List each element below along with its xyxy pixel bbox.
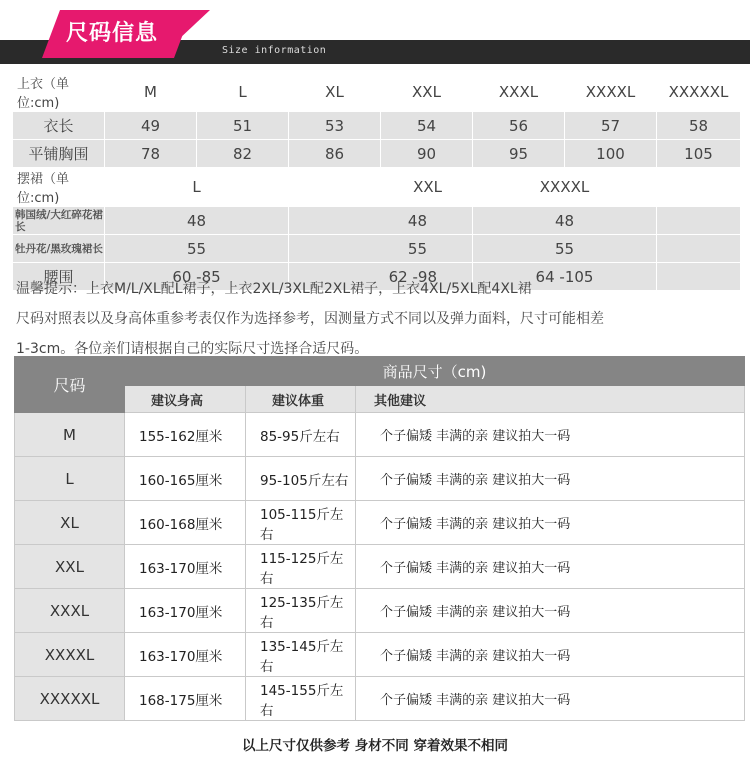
size-recommendation-table [14, 356, 745, 721]
note-line: 温馨提示：上衣M/L/XL配L裙子，上衣2XL/3XL配2XL裙子，上衣4XL/5XL配4XL裙 [16, 281, 532, 297]
table-cell: XXXXXL [657, 73, 741, 112]
table-row [15, 633, 745, 677]
height-cell: 168-175厘米 [125, 677, 246, 721]
table-cell: L [105, 168, 289, 207]
table-cell: 摆裙（单位:cm) [13, 168, 105, 207]
table-row [15, 545, 745, 589]
size-cell: M [15, 413, 125, 457]
note-line: 尺码对照表以及身高体重参考表仅作为选择参考，因测量方式不同以及弹力面料，尺寸可能相差 [16, 311, 604, 327]
column-header: 建议身高 [125, 386, 246, 413]
column-header: 其他建议 [356, 386, 745, 413]
table-subheader-row [15, 386, 745, 413]
weight-cell: 125-135斤左右 [246, 589, 356, 633]
size-cell: XXXL [15, 589, 125, 633]
advice-cell: 个子偏矮 丰满的亲 建议拍大一码 [356, 589, 745, 633]
table-row [15, 677, 745, 721]
height-cell: 163-170厘米 [125, 633, 246, 677]
size-notes [16, 274, 604, 364]
size-cell: L [15, 457, 125, 501]
table-cell: 衣长 [13, 112, 105, 140]
table-cell: 82 [197, 140, 289, 168]
table-cell: 105 [657, 140, 741, 168]
table-cell: 牡丹花/黑玫瑰裙长 [13, 235, 105, 263]
table-cell: 腰围 [13, 263, 105, 291]
table-cell: 78 [105, 140, 197, 168]
size-cell: XXXXXL [15, 677, 125, 721]
table-cell: 韩国绒/大红碎花裙长 [13, 207, 105, 235]
advice-cell: 个子偏矮 丰满的亲 建议拍大一码 [356, 545, 745, 589]
banner-title: 尺码信息 [66, 21, 159, 46]
table-cell: 62 -98 [289, 263, 473, 291]
table-cell: 55 [105, 235, 289, 263]
height-cell: 163-170厘米 [125, 545, 246, 589]
weight-cell: 95-105斤左右 [246, 457, 356, 501]
weight-cell: 85-95斤左右 [246, 413, 356, 457]
size-header: 尺码 [15, 357, 125, 413]
weight-cell: 145-155斤左右 [246, 677, 356, 721]
banner-subtitle: Size information [222, 45, 327, 56]
table-cell: L [197, 73, 289, 112]
garment-measure-table [12, 72, 741, 291]
banner-pink-accent [170, 10, 210, 40]
table-cell: XL [289, 73, 381, 112]
height-cell: 160-168厘米 [125, 501, 246, 545]
advice-cell: 个子偏矮 丰满的亲 建议拍大一码 [356, 633, 745, 677]
table-cell: 95 [473, 140, 565, 168]
table-cell [657, 207, 741, 235]
section-banner [0, 0, 750, 64]
table-cell: XXL [381, 73, 473, 112]
table-cell: 64 -105 [473, 263, 657, 291]
table-cell: XXL [289, 168, 473, 207]
table-cell: 55 [289, 235, 473, 263]
goods-header: 商品尺寸（cm) [125, 357, 745, 386]
size-cell: XL [15, 501, 125, 545]
table-cell: 86 [289, 140, 381, 168]
table-cell: 上衣（单位:cm) [13, 73, 105, 112]
table-cell: 49 [105, 112, 197, 140]
table-row [13, 207, 741, 235]
table-cell: 60 -85 [105, 263, 289, 291]
weight-cell: 115-125斤左右 [246, 545, 356, 589]
table-cell: 51 [197, 112, 289, 140]
table-row [13, 140, 741, 168]
weight-cell: 135-145斤左右 [246, 633, 356, 677]
advice-cell: 个子偏矮 丰满的亲 建议拍大一码 [356, 457, 745, 501]
skirt-header-row [13, 168, 741, 207]
table-cell: 57 [565, 112, 657, 140]
advice-cell: 个子偏矮 丰满的亲 建议拍大一码 [356, 677, 745, 721]
size-cell: XXXXL [15, 633, 125, 677]
height-cell: 155-162厘米 [125, 413, 246, 457]
footer-disclaimer: 以上尺寸仅供参考 身材不同 穿着效果不相同 [242, 738, 508, 754]
table-cell: 48 [473, 207, 657, 235]
table-cell: 58 [657, 112, 741, 140]
table-cell: 90 [381, 140, 473, 168]
table-row [13, 235, 741, 263]
table-cell [657, 168, 741, 207]
table-row [15, 457, 745, 501]
table-cell: 平铺胸围 [13, 140, 105, 168]
table-header-row [15, 357, 745, 386]
table-cell: XXXL [473, 73, 565, 112]
table-cell [657, 235, 741, 263]
note-line: 1-3cm。各位亲们请根据自己的实际尺寸选择合适尺码。 [16, 341, 369, 357]
table-cell: 48 [105, 207, 289, 235]
table-cell: 55 [473, 235, 657, 263]
size-cell: XXL [15, 545, 125, 589]
table-cell: 53 [289, 112, 381, 140]
table-row [15, 501, 745, 545]
weight-cell: 105-115斤左右 [246, 501, 356, 545]
table-row [15, 589, 745, 633]
advice-cell: 个子偏矮 丰满的亲 建议拍大一码 [356, 413, 745, 457]
table-row [13, 112, 741, 140]
advice-cell: 个子偏矮 丰满的亲 建议拍大一码 [356, 501, 745, 545]
table-cell: 56 [473, 112, 565, 140]
table-cell: XXXXL [473, 168, 657, 207]
column-header: 建议体重 [246, 386, 356, 413]
table-cell: 48 [289, 207, 473, 235]
top-header-row [13, 73, 741, 112]
table-cell: XXXXL [565, 73, 657, 112]
height-cell: 160-165厘米 [125, 457, 246, 501]
table-row [15, 413, 745, 457]
table-cell: M [105, 73, 197, 112]
table-cell: 54 [381, 112, 473, 140]
height-cell: 163-170厘米 [125, 589, 246, 633]
table-cell [657, 263, 741, 291]
table-cell: 100 [565, 140, 657, 168]
